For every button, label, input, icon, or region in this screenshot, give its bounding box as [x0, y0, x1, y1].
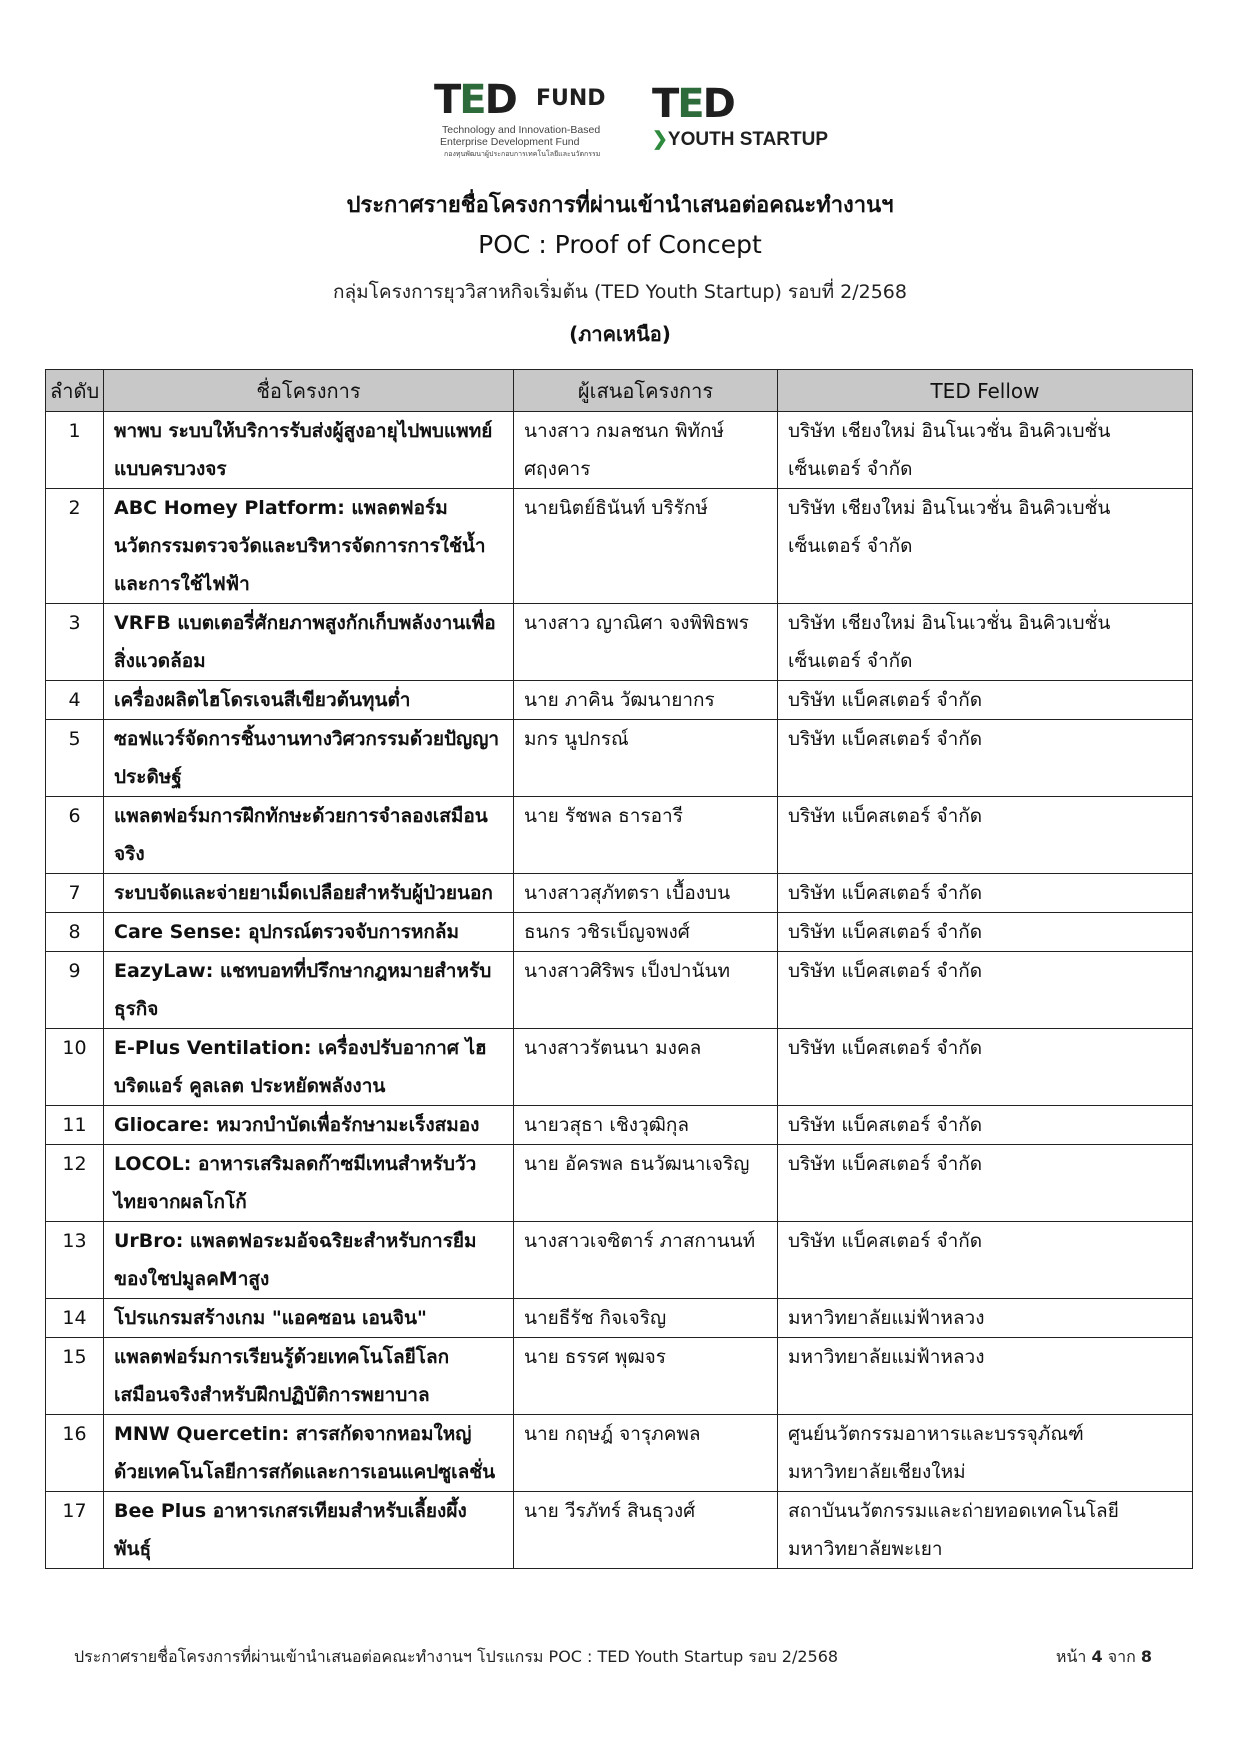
region-label: (ภาคเหนือ) — [569, 322, 671, 346]
program-group: กลุ่มโครงการยุววิสาหกิจเริ่มต้น (TED Youth Startup) รอบที่ 2/2568 — [333, 281, 907, 303]
project-name: LOCOL: อาหารเสริมลดก๊าซมีเทนสำหรับวัวไทยจากผลโกโก้ — [104, 1145, 514, 1222]
table-row — [46, 1145, 1193, 1222]
ted-fellow: บริษัท แบ็คสเตอร์ จำกัด — [778, 1029, 1193, 1106]
ted-fellow: บริษัท เชียงใหม่ อินโนเวชั่น อินคิวเบชั่น เซ็นเตอร์ จำกัด — [778, 604, 1193, 681]
col-header-no: ลำดับ — [46, 370, 104, 412]
table-row — [46, 681, 1193, 720]
col-header-proposer: ผู้เสนอโครงการ — [514, 370, 778, 412]
project-name: ซอฟแวร์จัดการชิ้นงานทางวิศวกรรมด้วยปัญญาประดิษฐ์ — [104, 720, 514, 797]
table-row — [46, 1222, 1193, 1299]
table-row — [46, 1415, 1193, 1492]
table-row — [46, 1106, 1193, 1145]
project-name: แพลตฟอร์มการฝึกทักษะด้วยการจำลองเสมือนจริง — [104, 797, 514, 874]
row-number: 3 — [46, 604, 104, 681]
row-number: 15 — [46, 1338, 104, 1415]
proposer-name: นางสาวเจซิตาร์ ภาสกานนท์ — [514, 1222, 778, 1299]
project-table — [45, 369, 1193, 1569]
table-row — [46, 1492, 1193, 1569]
col-header-project: ชื่อโครงการ — [104, 370, 514, 412]
row-number: 2 — [46, 489, 104, 604]
ted-fellow: บริษัท เชียงใหม่ อินโนเวชั่น อินคิวเบชั่น เซ็นเตอร์ จำกัด — [778, 489, 1193, 604]
table-row — [46, 1029, 1193, 1106]
ted-fellow: บริษัท แบ็คสเตอร์ จำกัด — [778, 797, 1193, 874]
project-name: UrBro: แพลตฟอระมอัจฉริยะสำหรับการยืมของใชปมูลคMาสูง — [104, 1222, 514, 1299]
ted-fellow: ศูนย์นวัตกรรมอาหารและบรรจุภัณฑ์ มหาวิทยาลัยเชียงใหม่ — [778, 1415, 1193, 1492]
table-row — [46, 1299, 1193, 1338]
row-number: 10 — [46, 1029, 104, 1106]
row-number: 7 — [46, 874, 104, 913]
project-name: E-Plus Ventilation: เครื่องปรับอากาศ ไฮบริดแอร์ คูลเลต ประหยัดพลังงาน — [104, 1029, 514, 1106]
row-number: 17 — [46, 1492, 104, 1569]
project-name: EazyLaw: แชทบอทที่ปรึกษากฎหมายสำหรับธุรกิจ — [104, 952, 514, 1029]
table-body — [46, 412, 1193, 1569]
proposer-name: นางสาวรัตนนา มงคล — [514, 1029, 778, 1106]
proposer-name: นาย วีรภัทร์ สินธุวงศ์ — [514, 1492, 778, 1569]
ted-fund-subtitle-2: Enterprise Development Fund — [440, 136, 580, 148]
project-name: VRFB แบตเตอรี่ศักยภาพสูงกักเก็บพลังงานเพื่อสิ่งแวดล้อม — [104, 604, 514, 681]
page-number — [1056, 1645, 1152, 1670]
table-row — [46, 1338, 1193, 1415]
ted-fellow: มหาวิทยาลัยแม่ฟ้าหลวง — [778, 1299, 1193, 1338]
proposer-name: นาย ภาคิน วัฒนายากร — [514, 681, 778, 720]
project-name: โปรแกรมสร้างเกม "แอคซอน เอนจิน" — [104, 1299, 514, 1338]
ted-fellow: บริษัท แบ็คสเตอร์ จำกัด — [778, 681, 1193, 720]
ted-youth-word — [652, 128, 828, 151]
row-number: 8 — [46, 913, 104, 952]
row-number: 14 — [46, 1299, 104, 1338]
project-name: ABC Homey Platform: แพลตฟอร์มนวัตกรรมตรวจวัดและบริหารจัดการการใช้น้ำและการใช้ไฟฟ้า — [104, 489, 514, 604]
page-prefix: หน้า — [1055, 1647, 1087, 1666]
ted-fund-subtitle-3: กองทุนพัฒนาผู้ประกอบการเทคโนโลยีและนวัตกรรม — [444, 151, 601, 158]
ted-fund-logo — [434, 77, 614, 160]
table-row — [46, 489, 1193, 604]
proposer-name: นางสาวศิริพร เป็งปานันท — [514, 952, 778, 1029]
row-number: 13 — [46, 1222, 104, 1299]
proposer-name: นายธีรัช กิจเจริญ — [514, 1299, 778, 1338]
ted-fund-mark: TED — [434, 77, 516, 123]
row-number: 1 — [46, 412, 104, 489]
proposer-name: ธนกร วชิรเบ็ญจพงศ์ — [514, 913, 778, 952]
footer-text: ประกาศรายชื่อโครงการที่ผ่านเข้านำเสนอต่อคณะทำงานฯ โปรแกรม POC : TED Youth Startup รอบ 2/2568 — [74, 1647, 839, 1666]
ted-fellow: บริษัท แบ็คสเตอร์ จำกัด — [778, 1145, 1193, 1222]
row-number: 11 — [46, 1106, 104, 1145]
ted-fellow: บริษัท แบ็คสเตอร์ จำกัด — [778, 874, 1193, 913]
proposer-name: นาย ธรรศ พุฒจร — [514, 1338, 778, 1415]
ted-fund-subtitle-1: Technology and Innovation-Based — [442, 124, 601, 136]
proposer-name: นาย อัครพล ธนวัฒนาเจริญ — [514, 1145, 778, 1222]
ted-fellow: บริษัท แบ็คสเตอร์ จำกัด — [778, 952, 1193, 1029]
ted-youth-word-text: YOUTH STARTUP — [667, 129, 829, 150]
page-subtitle: POC : Proof of Concept — [478, 230, 762, 259]
logo-area — [0, 77, 1240, 160]
table-header-row — [46, 370, 1193, 412]
project-name: Gliocare: หมวกบำบัดเพื่อรักษามะเร็งสมอง — [104, 1106, 514, 1145]
project-name: พาพบ ระบบให้บริการรับส่งผู้สูงอายุไปพบแพทย์แบบครบวงจร — [104, 412, 514, 489]
page-of: จาก — [1107, 1647, 1136, 1666]
page-total: 8 — [1140, 1647, 1152, 1666]
page-title: ประกาศรายชื่อโครงการที่ผ่านเข้านำเสนอต่อคณะทำงานฯ — [346, 193, 894, 218]
table-row — [46, 913, 1193, 952]
ted-fellow: บริษัท แบ็คสเตอร์ จำกัด — [778, 720, 1193, 797]
project-name: Bee Plus อาหารเกสรเทียมสำหรับเลี้ยงผึ้งพันธุ์ — [104, 1492, 514, 1569]
proposer-name: นางสาว ญาณิศา จงพิพิธพร — [514, 604, 778, 681]
project-name: เครื่องผลิตไฮโดรเจนสีเขียวต้นทุนต่ำ — [104, 681, 514, 720]
proposer-name: นาย กฤษฎ์ จารุภคพล — [514, 1415, 778, 1492]
ted-fellow: สถาบันนวัตกรรมและถ่ายทอดเทคโนโลยี มหาวิทยาลัยพะเยา — [778, 1492, 1193, 1569]
table-row — [46, 874, 1193, 913]
ted-fellow: บริษัท แบ็คสเตอร์ จำกัด — [778, 913, 1193, 952]
ted-fellow: บริษัท เชียงใหม่ อินโนเวชั่น อินคิวเบชั่น เซ็นเตอร์ จำกัด — [778, 412, 1193, 489]
row-number: 9 — [46, 952, 104, 1029]
ted-fellow: บริษัท แบ็คสเตอร์ จำกัด — [778, 1222, 1193, 1299]
row-number: 6 — [46, 797, 104, 874]
ted-fellow: บริษัท แบ็คสเตอร์ จำกัด — [778, 1106, 1193, 1145]
col-header-fellow: TED Fellow — [778, 370, 1193, 412]
project-name: Care Sense: อุปกรณ์ตรวจจับการหกล้ม — [104, 913, 514, 952]
proposer-name: นางสาวสุภัทตรา เบื้องบน — [514, 874, 778, 913]
project-name: แพลตฟอร์มการเรียนรู้ด้วยเทคโนโลยีโลกเสมือนจริงสำหรับฝึกปฏิบัติการพยาบาล — [104, 1338, 514, 1415]
table-row — [46, 604, 1193, 681]
proposer-name: นายวสุธา เชิงวุฒิกุล — [514, 1106, 778, 1145]
ted-fund-word: FUND — [536, 86, 606, 111]
ted-youth-mark: TED — [652, 81, 734, 127]
project-name: ระบบจัดและจ่ายยาเม็ดเปลือยสำหรับผู้ป่วยนอก — [104, 874, 514, 913]
chevron-icon: ❯ — [652, 129, 668, 150]
proposer-name: นาย รัชพล ธารอารี — [514, 797, 778, 874]
ted-youth-startup-logo — [652, 81, 829, 154]
row-number: 4 — [46, 681, 104, 720]
page-current: 4 — [1091, 1647, 1103, 1666]
table-row — [46, 797, 1193, 874]
table-row — [46, 412, 1193, 489]
row-number: 5 — [46, 720, 104, 797]
project-name: MNW Quercetin: สารสกัดจากหอมใหญ่ด้วยเทคโนโลยีการสกัดและการเอนแคปซูเลชั่น — [104, 1415, 514, 1492]
proposer-name: มกร นูปกรณ์ — [514, 720, 778, 797]
ted-fellow: มหาวิทยาลัยแม่ฟ้าหลวง — [778, 1338, 1193, 1415]
row-number: 16 — [46, 1415, 104, 1492]
table-row — [46, 720, 1193, 797]
proposer-name: นายนิตย์ธินันท์ บริรักษ์ — [514, 489, 778, 604]
row-number: 12 — [46, 1145, 104, 1222]
table-row — [46, 952, 1193, 1029]
proposer-name: นางสาว กมลชนก พิทักษ์ศฤงคาร — [514, 412, 778, 489]
